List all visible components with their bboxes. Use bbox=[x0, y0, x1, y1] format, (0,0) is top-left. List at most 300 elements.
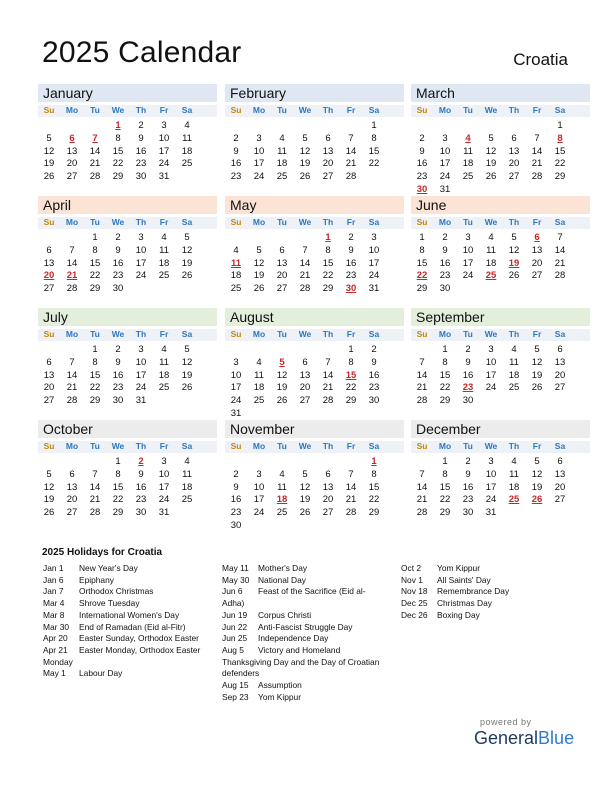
calendar-day: 1 bbox=[371, 120, 377, 131]
calendar-day: 1 bbox=[419, 232, 425, 243]
calendar-day: 11 bbox=[182, 468, 192, 480]
calendar-day: 20 bbox=[531, 257, 543, 269]
calendar-day: 12 bbox=[508, 244, 520, 256]
calendar-day: 18 bbox=[158, 257, 170, 269]
holiday-entry bbox=[222, 645, 380, 680]
calendar-day: 14 bbox=[299, 257, 311, 269]
calendar-day: 7 bbox=[302, 244, 308, 256]
weekday-label: Tu bbox=[463, 105, 473, 115]
weekday-label: Fr bbox=[532, 329, 542, 339]
month-september bbox=[411, 308, 590, 420]
weekday-label: Tu bbox=[277, 105, 287, 115]
calendar-day: 9 bbox=[371, 356, 377, 368]
month-header bbox=[225, 84, 404, 102]
calendar-day: 15 bbox=[439, 481, 451, 493]
calendar-day: 17 bbox=[253, 158, 265, 170]
holiday-day: 1 bbox=[371, 456, 377, 467]
calendar-day: 4 bbox=[488, 232, 494, 243]
calendar-day: 13 bbox=[43, 369, 55, 381]
holiday-entry bbox=[43, 622, 221, 634]
calendar-day: 23 bbox=[135, 158, 147, 170]
weekday-label: Mo bbox=[252, 105, 266, 115]
holiday-name: Mother's Day bbox=[258, 563, 308, 573]
weekday-label: We bbox=[484, 441, 498, 451]
calendar-day: 25 bbox=[276, 171, 288, 183]
holiday-name: Orthodox Christmas bbox=[79, 586, 154, 597]
calendar-day: 15 bbox=[439, 369, 451, 381]
calendar-day: 12 bbox=[531, 468, 543, 480]
calendar-day: 23 bbox=[230, 171, 242, 183]
calendar-day: 2 bbox=[233, 468, 239, 480]
calendar-day: 8 bbox=[419, 244, 425, 256]
calendar-day: 27 bbox=[554, 382, 566, 394]
calendar-day: 28 bbox=[66, 395, 78, 407]
weekday-label: Fr bbox=[346, 217, 356, 227]
calendar-day: 21 bbox=[345, 158, 357, 170]
calendar-day: 20 bbox=[554, 481, 566, 493]
brand-general: General bbox=[474, 728, 539, 748]
calendar-day: 24 bbox=[485, 382, 497, 394]
weekday-label: Su bbox=[230, 329, 242, 339]
calendar-day: 8 bbox=[115, 468, 121, 480]
calendar-day: 16 bbox=[135, 481, 147, 493]
calendar-day: 3 bbox=[256, 468, 262, 480]
month-header bbox=[225, 308, 404, 326]
holiday-date: May 11 bbox=[222, 563, 249, 573]
calendar-day: 24 bbox=[368, 270, 380, 282]
calendar-day: 25 bbox=[158, 382, 170, 394]
calendar-day: 30 bbox=[462, 395, 474, 407]
calendar-day: 10 bbox=[230, 369, 242, 381]
weekday-label: Mo bbox=[252, 441, 266, 451]
weekday-label: Th bbox=[508, 441, 520, 451]
month-name: February bbox=[230, 85, 287, 101]
calendar-day: 21 bbox=[89, 494, 101, 506]
weekday-header bbox=[411, 329, 590, 341]
calendar-day: 10 bbox=[135, 356, 147, 368]
holiday-name: Corpus Christi bbox=[258, 609, 312, 620]
calendar-day: 2 bbox=[419, 132, 425, 144]
holiday-date: Jun 6 bbox=[222, 586, 243, 597]
calendar-day: 29 bbox=[112, 171, 124, 183]
calendar-day: 16 bbox=[462, 369, 474, 381]
calendar-day: 11 bbox=[277, 145, 287, 157]
holiday-entry bbox=[222, 680, 380, 692]
calendar-day: 3 bbox=[138, 232, 144, 243]
calendar-day: 24 bbox=[135, 270, 147, 282]
holiday-entry bbox=[401, 598, 571, 610]
calendar-day: 26 bbox=[299, 171, 311, 183]
weekday-label: Sa bbox=[554, 441, 566, 451]
calendar-day: 14 bbox=[345, 481, 357, 493]
holiday-entry bbox=[43, 598, 221, 610]
calendar-day: 28 bbox=[299, 283, 311, 295]
calendar-day: 4 bbox=[161, 232, 167, 243]
calendar-day: 22 bbox=[89, 382, 101, 394]
calendar-day: 25 bbox=[230, 283, 242, 295]
holiday-day: 30 bbox=[416, 184, 428, 195]
weekday-header bbox=[411, 105, 590, 117]
holiday-date: Jan 6 bbox=[43, 574, 64, 585]
calendar-day: 19 bbox=[299, 494, 311, 506]
weekday-label: Su bbox=[230, 105, 242, 115]
calendar-day: 15 bbox=[112, 145, 124, 157]
calendar-day: 7 bbox=[348, 468, 354, 480]
weekday-label: Th bbox=[322, 217, 334, 227]
calendar-day: 16 bbox=[135, 145, 147, 157]
holiday-name: Yom Kippur bbox=[437, 563, 480, 573]
calendar-day: 21 bbox=[89, 158, 101, 170]
calendar-day: 27 bbox=[322, 171, 334, 183]
calendar-day: 23 bbox=[230, 507, 242, 519]
calendar-day: 27 bbox=[43, 395, 55, 407]
calendar-day: 5 bbox=[46, 132, 52, 144]
calendar-day: 7 bbox=[419, 468, 425, 480]
calendar-day: 6 bbox=[69, 468, 75, 480]
weekday-label: Mo bbox=[252, 217, 266, 227]
calendar-day: 7 bbox=[557, 232, 563, 243]
calendar-day: 22 bbox=[112, 494, 124, 506]
weekday-label: Th bbox=[135, 441, 147, 451]
weekday-label: Su bbox=[43, 105, 55, 115]
holiday-entry bbox=[401, 575, 571, 587]
calendar-day: 15 bbox=[554, 145, 566, 157]
month-header bbox=[38, 196, 217, 214]
weekday-header bbox=[411, 441, 590, 453]
calendar-day: 10 bbox=[158, 468, 170, 480]
holiday-name: Anti-Fascist Struggle Day bbox=[258, 621, 353, 632]
calendar-day: 26 bbox=[253, 283, 265, 295]
weekday-label: Su bbox=[43, 441, 55, 451]
holiday-day: 23 bbox=[462, 382, 474, 394]
weekday-label: Su bbox=[43, 217, 55, 227]
weekday-label: Fr bbox=[346, 329, 356, 339]
calendar-day: 2 bbox=[233, 132, 239, 144]
weekday-header bbox=[38, 217, 217, 229]
calendar-day: 11 bbox=[159, 356, 169, 368]
holiday-date: Jun 19 bbox=[222, 609, 248, 620]
calendar-day: 6 bbox=[325, 132, 331, 144]
calendar-day: 26 bbox=[181, 382, 193, 394]
month-name: May bbox=[230, 197, 257, 213]
calendar-day: 12 bbox=[485, 145, 497, 157]
holiday-day: 15 bbox=[345, 369, 357, 381]
calendar-day: 23 bbox=[439, 270, 451, 282]
holiday-day: 26 bbox=[531, 494, 543, 506]
month-name: June bbox=[416, 197, 447, 213]
holiday-date: Apr 21 bbox=[43, 644, 68, 655]
calendar-day: 28 bbox=[89, 507, 101, 519]
holiday-day: 1 bbox=[325, 232, 331, 243]
calendar-day: 5 bbox=[534, 456, 540, 467]
page-title: 2025 Calendar bbox=[42, 36, 242, 69]
calendar-day: 24 bbox=[135, 382, 147, 394]
weekday-label: We bbox=[298, 105, 312, 115]
holiday-name: Feast of the Sacrifice (Eid al-Adha) bbox=[222, 586, 366, 609]
holiday-list-3 bbox=[401, 563, 571, 622]
calendar-day: 15 bbox=[89, 257, 101, 269]
calendar-day: 1 bbox=[442, 344, 448, 355]
calendar-day: 26 bbox=[43, 171, 55, 183]
month-december bbox=[411, 420, 590, 532]
month-august bbox=[225, 308, 404, 420]
calendar-day: 5 bbox=[302, 132, 308, 144]
calendar-day: 12 bbox=[276, 369, 288, 381]
calendar-day: 12 bbox=[253, 257, 265, 269]
calendar-day: 6 bbox=[46, 356, 52, 368]
calendar-day: 13 bbox=[531, 244, 543, 256]
weekday-header bbox=[225, 441, 404, 453]
calendar-day: 18 bbox=[253, 382, 265, 394]
weekday-label: Fr bbox=[159, 217, 169, 227]
month-january bbox=[38, 84, 217, 196]
calendar-day: 3 bbox=[233, 356, 239, 368]
weekday-label: We bbox=[484, 105, 498, 115]
holiday-day: 6 bbox=[534, 232, 540, 243]
weekday-label: Fr bbox=[346, 441, 356, 451]
weekday-label: Fr bbox=[532, 105, 542, 115]
calendar-day: 15 bbox=[89, 369, 101, 381]
calendar-day: 11 bbox=[254, 369, 264, 381]
calendar-day: 3 bbox=[161, 456, 167, 467]
calendar-day: 6 bbox=[302, 356, 308, 368]
calendar-day: 31 bbox=[368, 283, 380, 295]
calendar-day: 2 bbox=[442, 232, 448, 243]
calendar-day: 4 bbox=[279, 132, 285, 144]
weekday-label: Mo bbox=[438, 105, 452, 115]
calendar-day: 7 bbox=[69, 244, 75, 256]
calendar-day: 27 bbox=[531, 270, 543, 282]
holiday-entry bbox=[43, 586, 221, 598]
holiday-day: 25 bbox=[485, 270, 497, 282]
calendar-day: 29 bbox=[416, 283, 428, 295]
month-may bbox=[225, 196, 404, 308]
holiday-entry bbox=[43, 668, 221, 680]
calendar-day: 6 bbox=[279, 244, 285, 256]
calendar-day: 7 bbox=[69, 356, 75, 368]
calendar-day: 13 bbox=[322, 145, 334, 157]
weekday-label: Sa bbox=[181, 441, 193, 451]
holiday-entry bbox=[43, 633, 221, 645]
holiday-entry bbox=[43, 563, 221, 575]
weekday-label: We bbox=[111, 329, 125, 339]
holiday-day: 7 bbox=[92, 132, 98, 144]
calendar-day: 19 bbox=[181, 257, 193, 269]
calendar-day: 31 bbox=[485, 507, 497, 519]
calendar-day: 24 bbox=[253, 507, 265, 519]
weekday-label: Mo bbox=[65, 105, 79, 115]
calendar-day: 10 bbox=[135, 244, 147, 256]
holiday-name: Victory and Homeland Thanksgiving Day and the Day of Croatian defenders bbox=[222, 644, 380, 679]
month-name: September bbox=[416, 309, 485, 325]
weekday-label: Sa bbox=[181, 217, 193, 227]
calendar-day: 18 bbox=[181, 145, 193, 157]
weekday-label: Th bbox=[508, 217, 520, 227]
holiday-name: End of Ramadan (Eid al-Fitr) bbox=[79, 621, 186, 632]
calendar-day: 9 bbox=[138, 132, 144, 144]
weekday-label: Su bbox=[416, 217, 428, 227]
weekday-label: Th bbox=[322, 329, 334, 339]
calendar-day: 15 bbox=[368, 481, 380, 493]
calendar-day: 1 bbox=[557, 120, 563, 131]
calendar-day: 5 bbox=[184, 344, 190, 355]
holiday-name: International Women's Day bbox=[79, 609, 180, 620]
calendar-day: 24 bbox=[158, 158, 170, 170]
holiday-day: 21 bbox=[66, 270, 78, 282]
calendar-day: 21 bbox=[322, 382, 334, 394]
calendar-day: 10 bbox=[462, 244, 474, 256]
weekday-header bbox=[225, 217, 404, 229]
holiday-list-2 bbox=[222, 563, 380, 703]
calendar-day: 19 bbox=[531, 481, 543, 493]
calendar-day: 16 bbox=[112, 257, 124, 269]
weekday-label: Mo bbox=[438, 329, 452, 339]
calendar-day: 8 bbox=[371, 468, 377, 480]
weekday-label: Tu bbox=[277, 329, 287, 339]
holiday-name: All Saints' Day bbox=[437, 574, 491, 585]
calendar-day: 28 bbox=[89, 171, 101, 183]
holiday-day: 2 bbox=[138, 456, 144, 467]
calendar-day: 14 bbox=[66, 369, 78, 381]
month-april bbox=[38, 196, 217, 308]
weekday-label: We bbox=[484, 329, 498, 339]
generalblue-logo[interactable] bbox=[474, 728, 574, 749]
weekday-label: Th bbox=[508, 329, 520, 339]
holiday-date: Jan 1 bbox=[43, 563, 64, 573]
weekday-label: Th bbox=[322, 105, 334, 115]
calendar-day: 9 bbox=[465, 356, 471, 368]
calendar-day: 21 bbox=[416, 382, 428, 394]
calendar-day: 19 bbox=[43, 494, 55, 506]
calendar-day: 21 bbox=[416, 494, 428, 506]
calendar-day: 10 bbox=[368, 244, 380, 256]
calendar-day: 12 bbox=[43, 145, 55, 157]
calendar-day: 14 bbox=[416, 369, 428, 381]
calendar-day: 27 bbox=[66, 507, 78, 519]
calendar-day: 21 bbox=[345, 494, 357, 506]
calendar-day: 12 bbox=[299, 145, 311, 157]
calendar-day: 20 bbox=[43, 382, 55, 394]
calendar-day: 28 bbox=[66, 283, 78, 295]
calendar-day: 17 bbox=[158, 145, 170, 157]
weekday-label: We bbox=[298, 329, 312, 339]
calendar-day: 1 bbox=[92, 344, 98, 355]
calendar-day: 18 bbox=[276, 158, 288, 170]
calendar-day: 12 bbox=[531, 356, 543, 368]
calendar-day: 1 bbox=[442, 456, 448, 467]
calendar-day: 9 bbox=[233, 145, 239, 157]
calendar-day: 4 bbox=[184, 456, 190, 467]
month-name: November bbox=[230, 421, 295, 437]
calendar-day: 11 bbox=[159, 244, 169, 256]
calendar-day: 23 bbox=[112, 270, 124, 282]
calendar-day: 24 bbox=[485, 494, 497, 506]
calendar-day: 17 bbox=[230, 382, 242, 394]
weekday-label: We bbox=[111, 105, 125, 115]
holiday-day: 20 bbox=[43, 270, 55, 282]
month-header bbox=[411, 196, 590, 214]
holiday-date: Dec 25 bbox=[401, 598, 428, 609]
calendar-day: 26 bbox=[508, 270, 520, 282]
calendar-day: 21 bbox=[66, 382, 78, 394]
calendar-day: 10 bbox=[439, 145, 451, 157]
calendar-day: 16 bbox=[230, 494, 242, 506]
holiday-date: May 1 bbox=[43, 668, 66, 679]
calendar-day: 16 bbox=[462, 481, 474, 493]
calendar-day: 25 bbox=[462, 171, 474, 183]
weekday-label: We bbox=[111, 441, 125, 451]
calendar-day: 27 bbox=[554, 494, 566, 506]
calendar-day: 11 bbox=[463, 145, 473, 157]
calendar-day: 13 bbox=[43, 257, 55, 269]
holiday-day: 8 bbox=[557, 132, 563, 144]
weekday-label: Su bbox=[43, 329, 55, 339]
calendar-day: 1 bbox=[92, 232, 98, 243]
calendar-day: 3 bbox=[488, 344, 494, 355]
month-name: August bbox=[230, 309, 274, 325]
calendar-day: 26 bbox=[43, 507, 55, 519]
calendar-day: 18 bbox=[462, 158, 474, 170]
calendar-day: 27 bbox=[322, 507, 334, 519]
weekday-label: Th bbox=[322, 441, 334, 451]
weekday-label: Sa bbox=[554, 329, 566, 339]
month-july bbox=[38, 308, 217, 420]
calendar-day: 29 bbox=[322, 283, 334, 295]
weekday-label: Su bbox=[416, 441, 428, 451]
holiday-name: Remembrance Day bbox=[437, 586, 510, 597]
holiday-day: 30 bbox=[345, 283, 357, 295]
holiday-date: May 30 bbox=[222, 574, 250, 585]
weekday-label: Tu bbox=[463, 329, 473, 339]
weekday-label: Tu bbox=[90, 329, 100, 339]
calendar-day: 14 bbox=[89, 481, 101, 493]
calendar-day: 1 bbox=[348, 344, 354, 355]
month-header bbox=[225, 420, 404, 438]
weekday-label: Tu bbox=[463, 217, 473, 227]
holiday-entry bbox=[43, 645, 221, 668]
holiday-date: Jun 22 bbox=[222, 621, 248, 632]
holiday-date: Mar 4 bbox=[43, 598, 65, 609]
calendar-day: 19 bbox=[181, 369, 193, 381]
calendar-day: 28 bbox=[416, 507, 428, 519]
holiday-entry bbox=[222, 610, 380, 622]
calendar-day: 22 bbox=[345, 382, 357, 394]
calendar-day: 9 bbox=[419, 145, 425, 157]
calendar-day: 3 bbox=[161, 120, 167, 131]
calendar-day: 10 bbox=[485, 356, 497, 368]
calendar-day: 18 bbox=[230, 270, 242, 282]
calendar-day: 15 bbox=[322, 257, 334, 269]
holiday-date: Nov 18 bbox=[401, 586, 428, 597]
calendar-day: 20 bbox=[66, 494, 78, 506]
calendar-day: 20 bbox=[322, 494, 334, 506]
weekday-label: Mo bbox=[438, 217, 452, 227]
holiday-name: National Day bbox=[258, 574, 306, 585]
holiday-name: New Year's Day bbox=[79, 563, 138, 573]
calendar-day: 30 bbox=[230, 520, 242, 531]
calendar-day: 30 bbox=[112, 283, 124, 295]
calendar-day: 7 bbox=[419, 356, 425, 368]
weekday-label: Tu bbox=[463, 441, 473, 451]
calendar-day: 18 bbox=[485, 257, 497, 269]
calendar-day: 2 bbox=[115, 232, 121, 243]
calendar-day: 14 bbox=[416, 481, 428, 493]
calendar-day: 20 bbox=[66, 158, 78, 170]
calendar-day: 5 bbox=[256, 244, 262, 256]
weekday-label: Fr bbox=[159, 329, 169, 339]
month-name: January bbox=[43, 85, 93, 101]
calendar-day: 5 bbox=[534, 344, 540, 355]
